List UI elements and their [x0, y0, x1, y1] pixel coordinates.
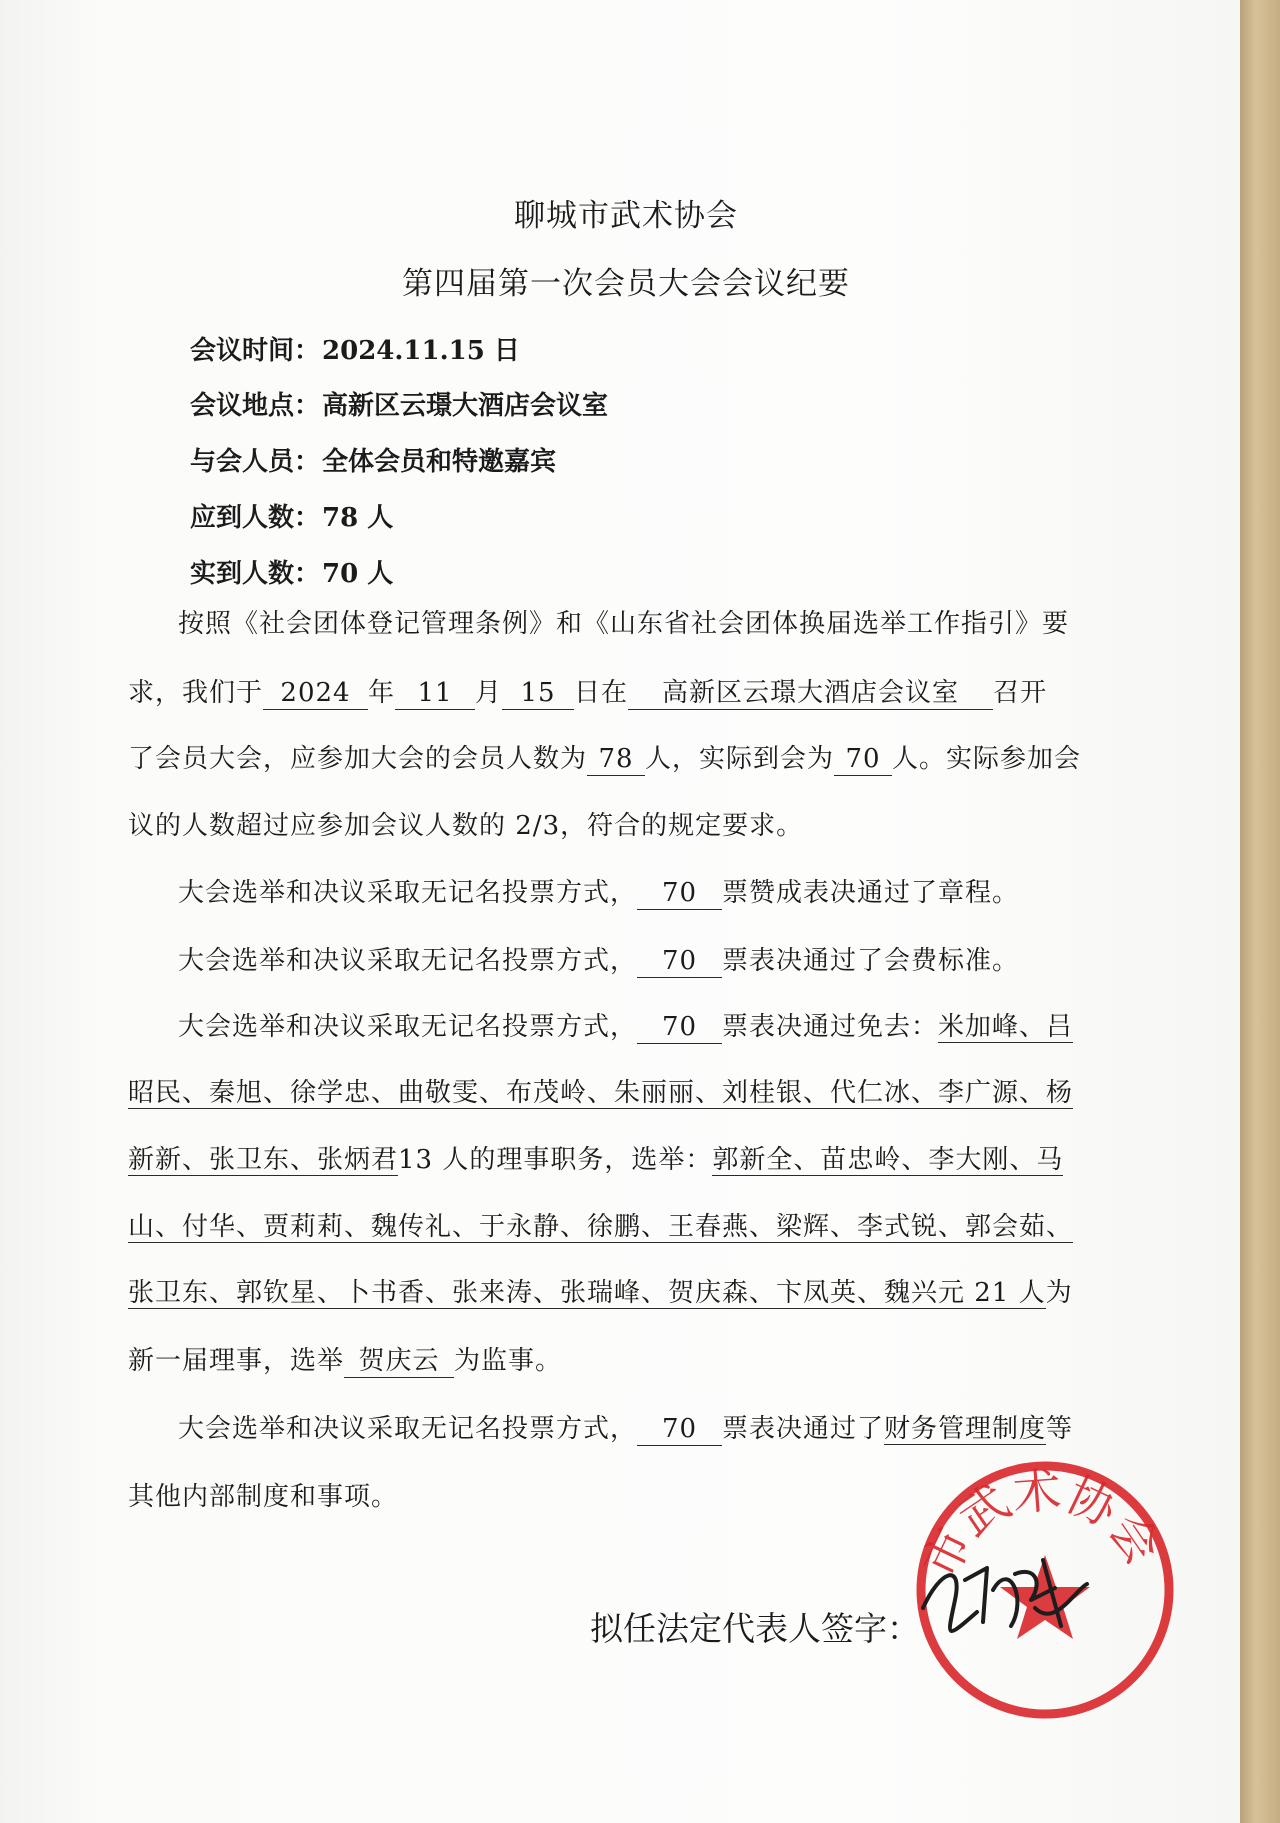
handwritten-signature [915, 1530, 1095, 1650]
day-fill: 15 [502, 678, 574, 710]
para4-line4 [128, 1206, 1168, 1243]
document-title: 聊城市武术协会 [514, 198, 738, 234]
para4-line3: 新新、张卫东、张炳君13 人的理事职务，选举：郭新全、苗忠岭、李大刚、马 [128, 1145, 1064, 1175]
para2: 大会选举和决议采取无记名投票方式， 70 票赞成表决通过了章程。 [178, 872, 1218, 910]
meeting-time-value: 2024.11.15 日 [322, 336, 520, 366]
meeting-time [190, 330, 520, 367]
attendees-value: 全体会员和特邀嘉宾 [322, 447, 557, 477]
document-subtitle: 第四届第一次会员大会会议纪要 [402, 266, 850, 302]
signature-label: 拟任法定代表人签字： [590, 1609, 920, 1648]
votes-charter: 70 [637, 878, 722, 910]
para4-line5: 张卫东、郭钦星、卜书香、张来涛、张瑞峰、贺庆森、卞凤英、魏兴元 21 人为 [128, 1278, 1073, 1308]
para1-line1: 按照《社会团体登记管理条例》和《山东省社会团体换届选举工作指引》要 [178, 609, 1070, 639]
para3: 大会选举和决议采取无记名投票方式， 70 票表决通过了会费标准。 [178, 940, 1218, 978]
background-surface [1240, 0, 1280, 1823]
meeting-place [190, 385, 608, 422]
meeting-place-label: 会议地点： [190, 391, 321, 421]
para4-line1: 大会选举和决议采取无记名投票方式， 70 票表决通过免去：米加峰、吕 [178, 1006, 1218, 1044]
place-fill: 高新区云璟大酒店会议室 [628, 678, 993, 710]
para4-line2 [128, 1072, 1168, 1109]
year-fill: 2024 [263, 678, 368, 710]
votes-rules: 70 [637, 1414, 722, 1446]
para5-line2: 其他内部制度和事项。 [128, 1482, 399, 1512]
meeting-time-label: 会议时间： [190, 336, 321, 366]
svg-text:市武术协会: 市武术协会 [912, 1462, 1171, 1587]
removed-names-3: 新新、张卫东、张炳君 [128, 1145, 399, 1175]
para1-line2: 求，我们于 2024 年 11 月 15 日在 高新区云璟大酒店会议室 召开 [128, 672, 1168, 710]
elected-names-1: 郭新全、苗忠岭、李大刚、马 [712, 1145, 1064, 1175]
elected-names-3: 张卫东、郭钦星、卜书香、张来涛、张瑞峰、贺庆森、卞凤英、魏兴元 21 人 [128, 1278, 1046, 1308]
expected-count-value: 78 人 [322, 503, 394, 533]
rules-fill: 财务管理制度 [884, 1414, 1047, 1444]
actual-count [190, 553, 393, 590]
expected-count [190, 497, 393, 534]
votes-election: 70 [637, 1012, 722, 1044]
supervisor-fill: 贺庆云 [344, 1346, 454, 1378]
actual-fill: 70 [834, 744, 892, 776]
attendees [190, 441, 556, 478]
meeting-place-value: 高新区云璟大酒店会议室 [322, 391, 609, 421]
removed-names-1: 米加峰、吕 [938, 1012, 1074, 1042]
para1-line4: 议的人数超过应参加会议人数的 2/3，符合的规定要求。 [128, 811, 804, 841]
votes-fees: 70 [637, 946, 722, 978]
actual-count-label: 实到人数： [190, 559, 321, 589]
attendees-label: 与会人员： [190, 447, 321, 477]
expected-count-label: 应到人数： [190, 503, 321, 533]
expected-fill: 78 [587, 744, 645, 776]
removed-names-2: 昭民、秦旭、徐学忠、曲敬雯、布茂岭、朱丽丽、刘桂银、代仁冰、李广源、杨 [128, 1078, 1074, 1108]
elected-names-2: 山、付华、贾莉莉、魏传礼、于永静、徐鹏、王春燕、梁辉、李式锐、郭会茹、 [128, 1212, 1074, 1242]
para5-line1: 大会选举和决议采取无记名投票方式， 70 票表决通过了财务管理制度等 [178, 1408, 1218, 1446]
month-fill: 11 [395, 678, 475, 710]
para1-line3: 了会员大会，应参加大会的会员人数为 78 人，实际到会为 70 人。实际参加会 [128, 738, 1168, 776]
para4-line6: 新一届理事，选举 贺庆云 为监事。 [128, 1340, 1168, 1378]
actual-count-value: 70 人 [322, 559, 394, 589]
